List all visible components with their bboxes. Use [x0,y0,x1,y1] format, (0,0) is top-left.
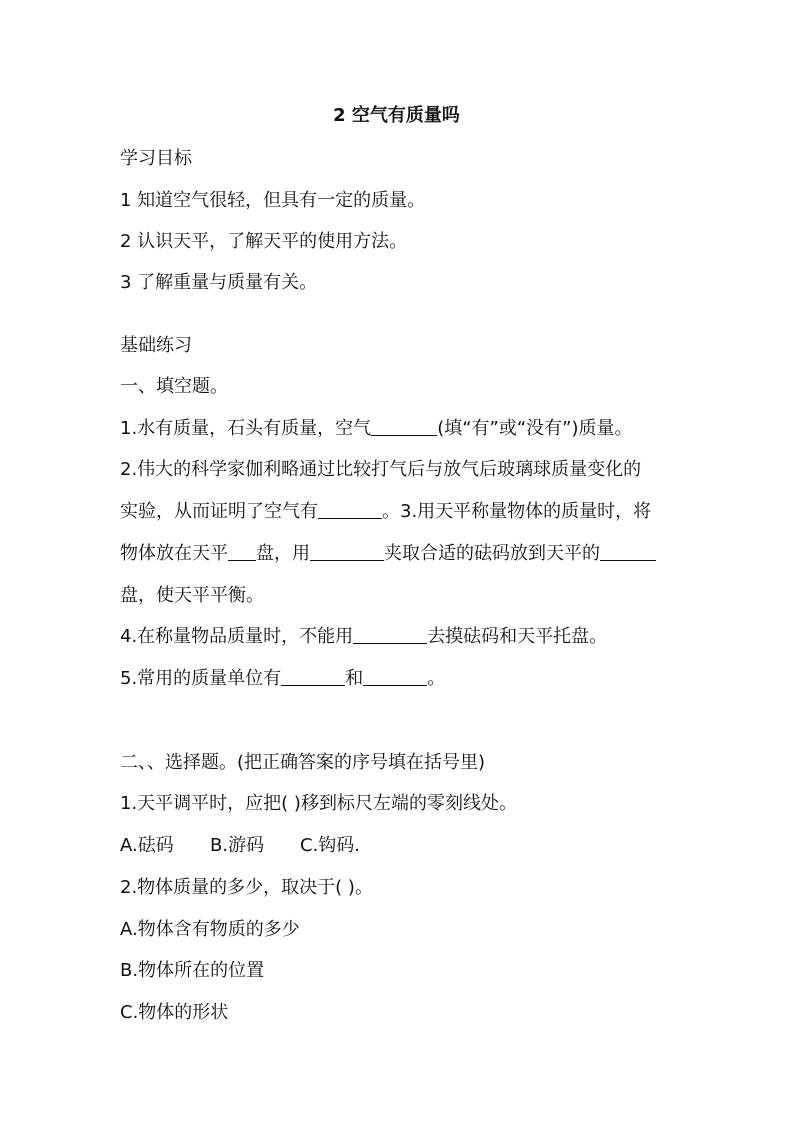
question-text: 1.水有质量，石头有质量，空气 [120,418,372,439]
question-text: 5.常用的质量单位有 [120,668,282,689]
answer-blank[interactable] [310,542,384,561]
choice-question-2-stem: 2.物体质量的多少，取决于( )。 [120,877,373,898]
choice-heading: 二、、选择题。(把正确答案的序号填在括号里) [120,752,486,773]
page-title: 2 空气有质量吗 [333,105,460,126]
fill-question-3-line1 [120,542,656,566]
goal-item-2: 2 认识天平，了解天平的使用方法。 [120,231,408,252]
choice-option-b: B.游码 [210,835,265,856]
answer-blank[interactable] [228,542,256,561]
choice-option-a: A.物体含有物质的多少 [120,919,300,940]
question-text: 物体放在天平 [120,543,228,564]
goals-heading: 学习目标 [120,148,192,169]
question-text: 。3.用天平称量物体的质量时，将 [382,501,652,522]
answer-blank[interactable] [353,625,427,644]
fill-question-1 [120,417,633,441]
question-text: 4.在称量物品质量时，不能用 [120,626,354,647]
fill-question-4 [120,625,607,649]
goal-item-3: 3 了解重量与质量有关。 [120,272,318,293]
question-text: (填“有”或“没有”)质量。 [437,418,633,439]
goal-item-1: 1 知道空气很轻，但具有一定的质量。 [120,190,426,211]
answer-blank[interactable] [600,542,656,561]
fill-heading: 一、填空题。 [120,376,228,397]
fill-question-3-line2: 盘，使天平平衡。 [120,585,264,606]
question-text: 盘，用 [256,543,310,564]
choice-option-b: B.物体所在的位置 [120,960,265,981]
answer-blank[interactable] [281,667,345,686]
choice-question-1-stem: 1.天平调平时，应把( )移到标尺左端的零刻线处。 [120,793,517,814]
answer-blank[interactable] [371,417,437,436]
question-text: 去摸砝码和天平托盘。 [427,626,608,647]
answer-blank[interactable] [363,667,427,686]
answer-blank[interactable] [318,500,382,519]
choice-option-c: C.物体的形状 [120,1002,229,1023]
choice-question-1-options [120,834,360,858]
question-text: 夹取合适的砝码放到天平的 [384,543,600,564]
basic-heading: 基础练习 [120,335,192,356]
choice-option-a: A.砝码 [120,835,174,856]
fill-question-2-line1: 2.伟大的科学家伽利略通过比较打气后与放气后玻璃球质量变化的 [120,459,642,480]
fill-question-2-line2 [120,500,651,524]
question-text: 和 [345,668,364,689]
fill-question-5 [120,667,445,691]
choice-option-c: C.钩码. [300,835,361,856]
question-text: 。 [427,668,446,689]
question-text: 实验，从而证明了空气有 [120,501,318,522]
